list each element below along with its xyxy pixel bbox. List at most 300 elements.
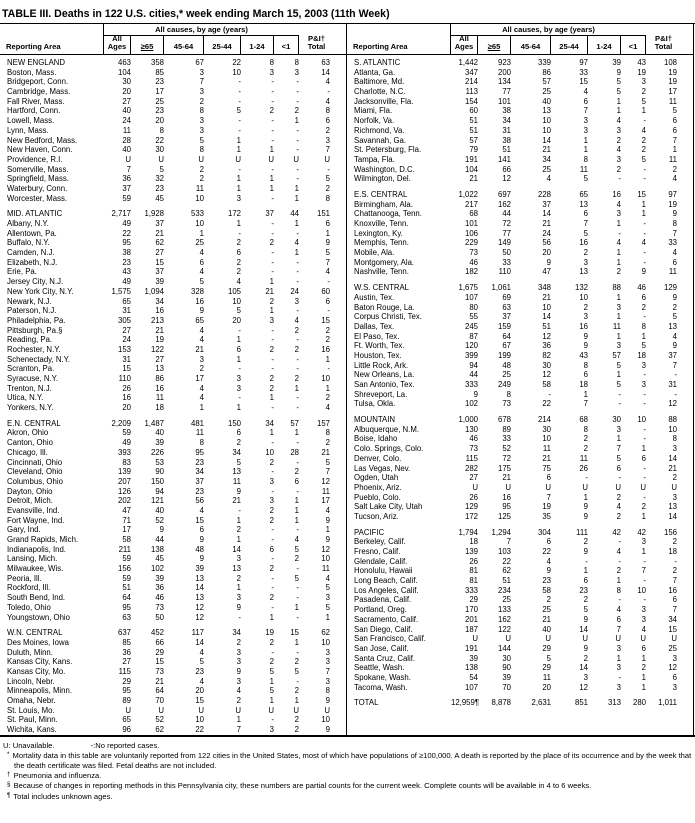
table-row xyxy=(347,238,693,248)
footnote-marker: ¶ xyxy=(7,791,11,799)
value-cell: 305 xyxy=(117,315,131,325)
value-cell: 333 xyxy=(464,380,478,389)
value-cell: - xyxy=(618,672,621,682)
value-cell: 39 xyxy=(469,653,478,663)
value-cell: - xyxy=(296,647,299,657)
value-cell: - xyxy=(271,257,274,267)
value-cell: 9 xyxy=(159,525,164,535)
reporting-area-cell: Savannah, Ga. xyxy=(354,135,407,145)
value-cell: 1 xyxy=(616,96,621,106)
value-cell: 3 xyxy=(236,657,241,667)
value-cell: 25 xyxy=(502,370,511,380)
value-cell: 22 xyxy=(155,135,164,145)
region-row xyxy=(0,209,346,219)
value-cell: U xyxy=(640,634,646,644)
value-cell: 139 xyxy=(117,467,131,477)
value-cell: 1 xyxy=(616,257,621,267)
pi-total-cell: 3 xyxy=(325,676,330,686)
value-cell: 94 xyxy=(155,486,164,496)
value-cell: 4 xyxy=(546,556,551,566)
table-row xyxy=(0,448,346,458)
reporting-area-cell: Chattanooga, Tenn. xyxy=(354,209,422,219)
value-cell: 12 xyxy=(542,331,551,341)
value-cell: - xyxy=(296,228,299,238)
value-cell: 7 xyxy=(583,399,588,409)
reporting-area-cell: Lynn, Mass. xyxy=(7,125,49,135)
value-cell: - xyxy=(296,335,299,345)
value-cell: 95 xyxy=(122,686,131,696)
table-row xyxy=(347,248,693,258)
value-cell: 2 xyxy=(583,434,588,444)
value-cell: 4 xyxy=(294,315,299,325)
value-cell: 30 xyxy=(122,77,131,87)
value-cell: 1 xyxy=(641,199,646,209)
value-cell: 1 xyxy=(269,306,274,316)
value-cell: 4 xyxy=(199,383,204,393)
pi-total-cell: 14 xyxy=(668,453,677,463)
value-cell: U xyxy=(505,634,511,644)
reporting-area-cell: Duluth, Minn. xyxy=(7,647,53,657)
table-title: TABLE III. Deaths in 122 U.S. cities,* week ending March 15, 2003 (11th Week) xyxy=(2,8,390,20)
reporting-area-cell: San Jose, Calif. xyxy=(354,643,409,653)
value-cell: 10 xyxy=(232,296,241,306)
value-cell: 63 xyxy=(122,612,131,622)
value-cell: 29 xyxy=(122,676,131,686)
table-row xyxy=(347,229,693,239)
value-cell: 25 xyxy=(155,96,164,106)
table-header-right xyxy=(347,24,693,55)
pi-total-cell: 60 xyxy=(321,286,330,296)
value-cell: - xyxy=(296,257,299,267)
value-cell: 44 xyxy=(502,209,511,219)
table-row xyxy=(347,312,693,322)
reporting-area-header: Reporting Area xyxy=(0,24,104,54)
value-cell: 191 xyxy=(464,154,478,164)
pi-total-cell: 129 xyxy=(663,283,677,293)
table-row xyxy=(347,68,693,78)
value-cell: 37 xyxy=(195,476,204,486)
legend-unavailable: U: Unavailable. xyxy=(3,740,55,750)
value-cell: 14 xyxy=(195,637,204,647)
value-cell: 1,094 xyxy=(144,286,164,296)
value-cell: 144 xyxy=(497,643,511,653)
value-cell: 1,794 xyxy=(458,527,478,537)
value-cell: 2 xyxy=(199,96,204,106)
footnotes xyxy=(0,737,695,801)
value-cell: - xyxy=(271,602,274,612)
value-cell: - xyxy=(271,164,274,174)
value-cell: 1 xyxy=(294,193,299,203)
value-cell: 4 xyxy=(641,624,646,634)
value-cell: - xyxy=(618,399,621,409)
value-cell: - xyxy=(643,248,646,258)
value-cell: 9 xyxy=(546,257,551,267)
value-cell: 18 xyxy=(579,380,588,389)
reporting-area-cell: Tampa, Fla. xyxy=(354,154,395,164)
pi-total-cell: 25 xyxy=(668,643,677,653)
value-cell: 16 xyxy=(579,238,588,248)
col-header-under1: <1 xyxy=(274,36,299,54)
table-row xyxy=(347,566,693,576)
value-cell: 72 xyxy=(502,219,511,228)
value-cell: 1 xyxy=(616,312,621,322)
value-cell: 1 xyxy=(269,183,274,193)
value-cell: 103 xyxy=(497,547,511,556)
value-cell: 1 xyxy=(269,676,274,686)
reporting-area-cell: Cambridge, Mass. xyxy=(7,87,71,97)
value-cell: 245 xyxy=(464,321,478,331)
value-cell: 44 xyxy=(155,535,164,544)
value-cell: - xyxy=(271,403,274,413)
reporting-area-cell: El Paso, Tex. xyxy=(354,331,400,341)
region-section xyxy=(347,190,693,277)
pi-total-cell: 3 xyxy=(672,682,677,692)
value-cell: 14 xyxy=(542,135,551,145)
value-cell: 115 xyxy=(118,666,131,676)
value-cell: 101 xyxy=(464,219,478,228)
value-cell: 8 xyxy=(199,438,204,448)
reporting-area-cell: Peoria, Ill. xyxy=(7,573,42,583)
table-row xyxy=(0,506,346,516)
value-cell: 2 xyxy=(641,135,646,145)
value-cell: 249 xyxy=(497,380,511,389)
value-cell: U xyxy=(158,154,164,164)
reporting-area-cell: Cincinnati, Ohio xyxy=(7,457,63,467)
table-row xyxy=(347,341,693,351)
value-cell: 10 xyxy=(195,193,204,203)
reporting-area-cell: Lowell, Mass. xyxy=(7,116,55,126)
reporting-area-cell: Indianapolis, Ind. xyxy=(7,544,66,554)
pi-total-cell: 8 xyxy=(325,106,330,116)
value-cell: 20 xyxy=(542,248,551,258)
value-cell: 2 xyxy=(583,595,588,605)
value-cell: 23 xyxy=(155,106,164,116)
table-row xyxy=(347,444,693,454)
value-cell: 70 xyxy=(155,696,164,705)
value-cell: - xyxy=(271,554,274,564)
value-cell: 39 xyxy=(195,564,204,574)
value-cell: 2 xyxy=(269,515,274,525)
value-cell: - xyxy=(296,593,299,603)
value-cell: 67 xyxy=(502,341,511,351)
value-cell: U xyxy=(640,482,646,492)
value-cell: 130 xyxy=(464,424,478,434)
value-cell: 1 xyxy=(583,145,588,155)
value-cell: 3 xyxy=(616,341,621,351)
pi-total-cell: 19 xyxy=(668,199,677,209)
value-cell: 16 xyxy=(612,189,621,199)
pi-total-cell: 12 xyxy=(668,399,677,409)
value-cell: 39 xyxy=(155,438,164,448)
value-cell: 23 xyxy=(579,585,588,595)
value-cell: 85 xyxy=(155,67,164,77)
value-cell: 187 xyxy=(464,624,478,634)
value-cell: - xyxy=(238,364,241,374)
pi-total-cell: 1 xyxy=(325,383,330,393)
value-cell: 17 xyxy=(122,525,131,535)
footnote-list xyxy=(3,750,692,801)
value-cell: - xyxy=(238,612,241,622)
table-row xyxy=(347,87,693,97)
table-row xyxy=(0,165,346,175)
value-cell: - xyxy=(271,715,274,725)
reporting-area-cell: Corpus Christi, Tex. xyxy=(354,312,422,322)
value-cell: 3 xyxy=(236,193,241,203)
value-cell: 5 xyxy=(583,605,588,615)
value-cell: 1,442 xyxy=(458,58,478,67)
table-row xyxy=(0,393,346,403)
value-cell: 8 xyxy=(583,360,588,370)
value-cell: 1 xyxy=(294,637,299,647)
pi-total-cell: 9 xyxy=(325,696,330,705)
reporting-area-cell: Boise, Idaho xyxy=(354,434,398,444)
value-cell: 15 xyxy=(195,515,204,525)
age-group-header: All causes, by age (years) xyxy=(104,24,299,36)
reporting-area-cell: Los Angeles, Calif. xyxy=(354,585,419,595)
value-cell: 217 xyxy=(464,199,478,209)
pi-total-cell: U xyxy=(671,482,677,492)
value-cell: 12 xyxy=(542,370,551,380)
value-cell: 1 xyxy=(583,389,588,399)
value-cell: 1 xyxy=(294,515,299,525)
pi-total-cell: 1 xyxy=(325,612,330,622)
region-row xyxy=(347,415,693,425)
value-cell: 1 xyxy=(583,135,588,145)
value-cell: 2 xyxy=(199,174,204,184)
value-cell: 110 xyxy=(498,267,511,277)
pi-total-cell: 156 xyxy=(663,527,677,537)
value-cell: - xyxy=(296,306,299,316)
value-cell: 9 xyxy=(199,535,204,544)
value-cell: 2 xyxy=(294,554,299,564)
value-cell: - xyxy=(296,486,299,496)
reporting-area-cell: Shreveport, La. xyxy=(354,389,408,399)
table-row xyxy=(0,174,346,184)
pi-total-cell: - xyxy=(327,306,330,316)
value-cell: 21 xyxy=(155,325,164,335)
value-cell: 51 xyxy=(469,116,478,126)
pi-total-cell: U xyxy=(324,154,330,164)
value-cell: 10 xyxy=(637,585,646,595)
value-cell: - xyxy=(238,77,241,87)
value-cell: 43 xyxy=(637,58,646,67)
table-left-half xyxy=(0,24,347,735)
value-cell: 8 xyxy=(506,389,511,399)
reporting-area-cell: Ft. Worth, Tex. xyxy=(354,341,405,351)
pi-total-cell: 4 xyxy=(325,505,330,515)
table-row xyxy=(347,464,693,474)
value-cell: 7 xyxy=(199,77,204,87)
value-cell: 11 xyxy=(579,164,588,174)
value-cell: U xyxy=(125,154,131,164)
reporting-area-cell: Atlanta, Ga. xyxy=(354,67,396,77)
table-row xyxy=(0,686,346,696)
reporting-area-cell: Miami, Fla. xyxy=(354,106,393,116)
table-row xyxy=(347,145,693,155)
value-cell: 77 xyxy=(502,87,511,97)
value-cell: U xyxy=(505,482,511,492)
reporting-area-cell: Richmond, Va. xyxy=(354,125,405,135)
value-cell: 9 xyxy=(583,331,588,341)
value-cell: 68 xyxy=(579,415,588,425)
value-cell: 113 xyxy=(465,87,478,97)
value-cell: - xyxy=(643,389,646,399)
value-cell: 213 xyxy=(150,315,164,325)
value-cell: 23 xyxy=(155,77,164,87)
value-cell: 38 xyxy=(502,106,511,116)
value-cell: 26 xyxy=(469,492,478,502)
pi-total-cell: 8 xyxy=(325,193,330,203)
value-cell: 40 xyxy=(122,106,131,116)
value-cell: 51 xyxy=(469,125,478,135)
table-row xyxy=(0,648,346,658)
table-row xyxy=(0,706,346,716)
value-cell: 60 xyxy=(469,106,478,116)
reporting-area-cell: Providence, R.I. xyxy=(7,154,63,164)
value-cell: 95 xyxy=(195,447,204,457)
pi-total-cell: 6 xyxy=(672,672,677,682)
value-cell: 25 xyxy=(195,238,204,248)
region-row xyxy=(347,190,693,200)
value-cell: 36 xyxy=(122,647,131,657)
value-cell: 3 xyxy=(269,725,274,735)
value-cell: - xyxy=(271,325,274,335)
value-cell: 4 xyxy=(616,199,621,209)
value-cell: - xyxy=(296,564,299,574)
value-cell: 11 xyxy=(195,428,204,438)
reporting-area-cell: E.N. CENTRAL xyxy=(7,418,61,428)
reporting-area-cell: Grand Rapids, Mich. xyxy=(7,535,79,544)
value-cell: 10 xyxy=(579,292,588,302)
reporting-area-cell: Lexington, Ky. xyxy=(354,228,403,238)
value-cell: - xyxy=(271,583,274,593)
reporting-area-cell: Buffalo, N.Y. xyxy=(7,238,50,248)
value-cell: 49 xyxy=(122,277,131,287)
value-cell: 851 xyxy=(574,698,588,708)
value-cell: 64 xyxy=(502,331,511,341)
value-cell: 2 xyxy=(269,564,274,574)
table-row xyxy=(0,403,346,413)
value-cell: U xyxy=(545,634,551,644)
value-cell: 4 xyxy=(641,238,646,248)
value-cell: 57 xyxy=(542,77,551,87)
value-cell: 2 xyxy=(269,383,274,393)
col-header-45-64: 45-64 xyxy=(511,36,551,54)
value-cell: 4 xyxy=(616,145,621,155)
value-cell: 11 xyxy=(155,393,164,403)
value-cell: 3 xyxy=(294,296,299,306)
value-cell: 29 xyxy=(155,647,164,657)
value-cell: 4 xyxy=(294,535,299,544)
value-cell: - xyxy=(643,434,646,444)
pi-total-cell: 11 xyxy=(321,564,330,574)
reporting-area-cell: Berkeley, Calif. xyxy=(354,537,406,547)
value-cell: 5 xyxy=(236,306,241,316)
value-cell: 95 xyxy=(122,602,131,612)
value-cell: 5 xyxy=(294,666,299,676)
reporting-area-cell: Washington, D.C. xyxy=(354,164,415,174)
value-cell: 3 xyxy=(641,360,646,370)
value-cell: 67 xyxy=(195,58,204,67)
value-cell: 6 xyxy=(641,292,646,302)
value-cell: U xyxy=(472,634,478,644)
value-cell: 228 xyxy=(537,189,551,199)
value-cell: 1 xyxy=(616,106,621,116)
pi-total-cell: - xyxy=(327,164,330,174)
value-cell: 3 xyxy=(616,302,621,312)
pi-total-cell: 10 xyxy=(321,374,330,383)
value-cell: 21 xyxy=(542,292,551,302)
value-cell: 22 xyxy=(542,547,551,556)
value-cell: 697 xyxy=(497,189,511,199)
reporting-area-cell: Reading, Pa. xyxy=(7,335,53,345)
value-cell: 3 xyxy=(199,354,204,364)
value-cell: 3 xyxy=(641,77,646,87)
reporting-area-cell: Pasadena, Calif. xyxy=(354,595,412,605)
value-cell: 30 xyxy=(502,653,511,663)
value-cell: 200 xyxy=(497,67,511,77)
value-cell: - xyxy=(296,87,299,97)
value-cell: 2,717 xyxy=(111,209,131,219)
value-cell: 23 xyxy=(195,457,204,467)
value-cell: 14 xyxy=(579,624,588,634)
value-cell: - xyxy=(618,595,621,605)
reporting-area-cell: Wilmington, Del. xyxy=(354,174,411,184)
value-cell: 156 xyxy=(117,564,131,574)
reporting-area-cell: Youngstown, Ohio xyxy=(7,612,70,622)
table-row xyxy=(347,663,693,673)
value-cell: 211 xyxy=(118,544,131,554)
col-header-all-ages: All Ages xyxy=(104,36,131,54)
value-cell: 3 xyxy=(583,125,588,135)
pi-total-cell: 5 xyxy=(672,312,677,322)
pi-total-cell: 13 xyxy=(668,502,677,512)
value-cell: 18 xyxy=(155,403,164,413)
table-row xyxy=(347,502,693,512)
pi-total-cell: 11 xyxy=(668,154,677,164)
value-cell: 27 xyxy=(122,325,131,335)
value-cell: 8 xyxy=(269,58,274,67)
reporting-area-cell: Paterson, N.J. xyxy=(7,306,57,316)
value-cell: 8,878 xyxy=(491,698,511,708)
value-cell: 63 xyxy=(502,302,511,312)
value-cell: 8 xyxy=(583,154,588,164)
pi-total-cell: 9 xyxy=(325,238,330,248)
value-cell: 304 xyxy=(537,527,551,537)
pi-total-cell: 4 xyxy=(672,248,677,258)
reporting-area-cell: Norfolk, Va. xyxy=(354,116,395,126)
value-cell: - xyxy=(296,135,299,145)
value-cell: 38 xyxy=(122,248,131,258)
value-cell: 7 xyxy=(506,537,511,547)
value-cell: - xyxy=(238,325,241,335)
reporting-area-cell: Spokane, Wash. xyxy=(354,672,411,682)
value-cell: 122 xyxy=(150,344,164,354)
value-cell: 40 xyxy=(155,428,164,438)
table-row xyxy=(347,390,693,400)
value-cell: 105 xyxy=(227,286,241,296)
pi-total-cell: 3 xyxy=(325,647,330,657)
value-cell: - xyxy=(643,576,646,586)
value-cell: - xyxy=(618,389,621,399)
value-cell: 16 xyxy=(502,492,511,502)
reporting-area-cell: Kansas City, Mo. xyxy=(7,666,66,676)
value-cell: - xyxy=(643,116,646,126)
value-cell: 9 xyxy=(236,486,241,496)
pi-total-cell: 2 xyxy=(672,164,677,174)
table-row xyxy=(0,696,346,706)
value-cell: 4 xyxy=(199,393,204,403)
